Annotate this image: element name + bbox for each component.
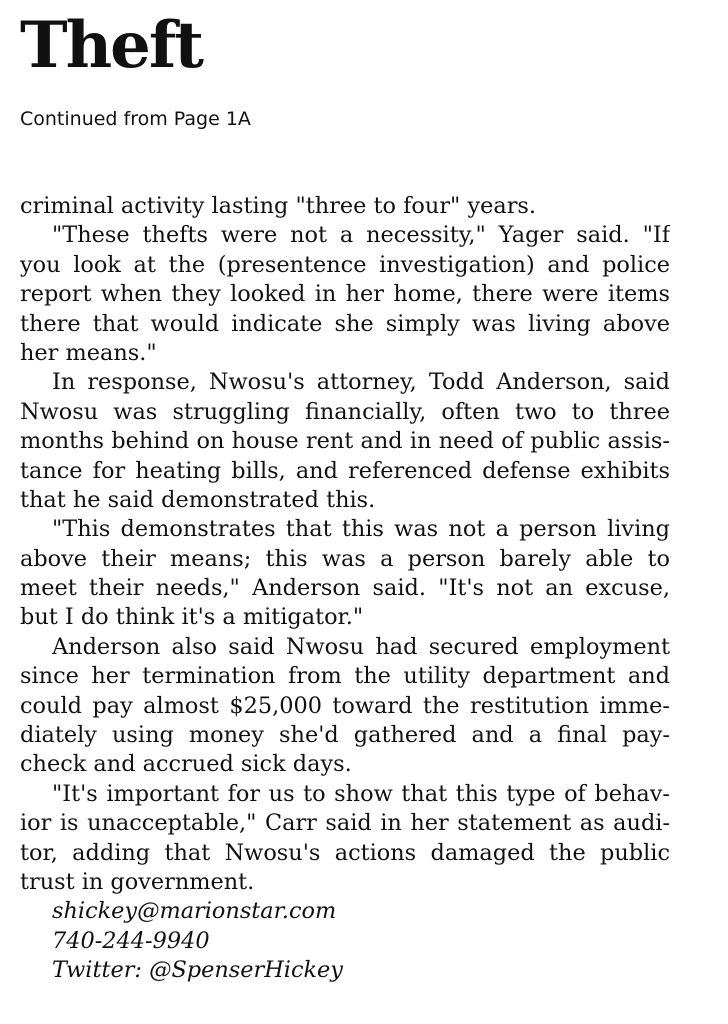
article-line: Nwosu was struggling financially, often two to three xyxy=(20,398,670,425)
article-line: diately using money she'd gathered and a final pay- xyxy=(20,722,670,749)
article-body xyxy=(20,192,670,986)
article-line: "It's important for us to show that this type of behav- xyxy=(52,780,670,807)
article-line: Anderson also said Nwosu had secured employment xyxy=(52,633,670,660)
article-line: above their means; this was a person barely able to xyxy=(20,545,670,572)
article-line: her means." xyxy=(20,339,157,366)
article-line: there that would indicate she simply was living above xyxy=(20,310,670,337)
article-line: criminal activity lasting "three to four" years. xyxy=(20,193,537,219)
article-line: ior is unacceptable," Carr said in her statement as audi- xyxy=(20,810,670,837)
signature-email: shickey@marionstar.com xyxy=(52,898,337,925)
article-line: "These thefts were not a necessity," Yager said. "If xyxy=(52,222,670,249)
article-line: since her termination from the utility department and xyxy=(20,663,670,690)
article-line: meet their needs," Anderson said. "It's not an excuse, xyxy=(20,575,670,602)
signature-twitter: Twitter: @SpenserHickey xyxy=(52,957,343,984)
article-line: could pay almost $25,000 toward the restitution imme- xyxy=(20,692,670,719)
article-line: trust in government. xyxy=(20,868,255,895)
article-line: that he said demonstrated this. xyxy=(20,486,376,513)
article-line: "This demonstrates that this was not a person living xyxy=(52,516,670,543)
signature-phone: 740-244-9940 xyxy=(52,927,210,954)
article-line: tance for heating bills, and referenced defense exhibits xyxy=(20,457,670,484)
headline: Theft xyxy=(20,8,202,83)
article-line: tor, adding that Nwosu's actions damaged the public xyxy=(20,839,670,866)
article-line: you look at the (presentence investigation) and police xyxy=(20,251,670,278)
article-line: but I do think it's a mitigator." xyxy=(20,604,364,631)
article-line: months behind on house rent and in need of public assis- xyxy=(20,428,670,455)
article-line: check and accrued sick days. xyxy=(20,751,352,778)
continued-from-line: Continued from Page 1A xyxy=(20,108,251,130)
article-line: In response, Nwosu's attorney, Todd Anderson, said xyxy=(52,369,670,396)
article-line: report when they looked in her home, there were items xyxy=(20,281,670,308)
article-text-lines xyxy=(20,192,670,897)
